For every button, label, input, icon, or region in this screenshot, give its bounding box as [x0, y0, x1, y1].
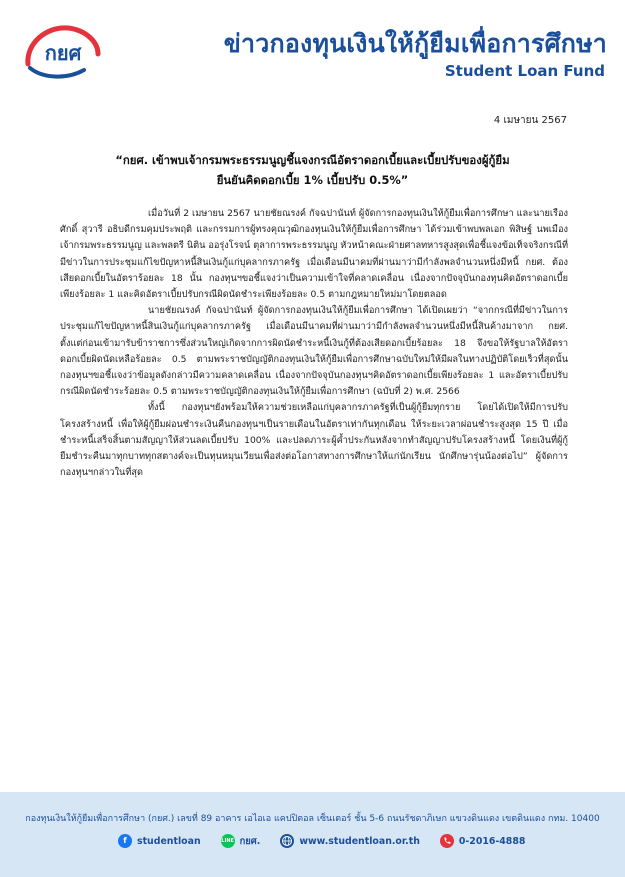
headline-line-2: ยืนยันคิดดอกเบี้ย 1% เบี้ยปรับ 0.5%”: [216, 173, 409, 187]
student-loan-fund-logo: [22, 20, 104, 80]
footer-address: กองทุนเงินให้กู้ยืมเพื่อการศึกษา (กยศ.) เลขที่ 89 อาคาร เอไอเอ แคปปิตอล เซ็นเตอร์ ชั้น 5-6 ถนนรัชดาภิเษก แขวงดินแดง เขตดินแดง กทม. 10400: [25, 814, 600, 824]
phone-icon: [440, 834, 454, 848]
news-headline: [60, 150, 565, 190]
footer-contacts: [118, 832, 525, 850]
footer: [0, 792, 625, 877]
website-contact[interactable]: [280, 834, 420, 848]
paragraph-1: เมื่อวันที่ 2 เมษายน 2567 นายชัยณรงค์ กัจฉปานันท์ ผู้จัดการกองทุนเงินให้กู้ยืมเพื่อการศึกษา และนายเรืองศักดิ์ สุวารี อธิบดีกรมคุมประพฤติ และกรรมการผู้ทรงคุณวุฒิกองทุนเงินให้กู้ยืมเพื่อการศึกษา ได้ร่วมเข้าพบพลเอก พิสิษฐ์ นพเมือง เจ้ากรมพระธรรมนูญ และพลตรี นิติน ออรุ่งโรจน์ ตุลาการพระธรรมนูญ หัวหน้าคณะฝ่ายศาลทหารสูงสุดเพื่อชี้แจงข้อเท็จจริงกรณีที่มีข่าวในการประชุมแก้ไขปัญหาหนี้สินเงินกู้แก่บุคลากรภาครัฐ เมื่อเดือนมีนาคมที่ผ่านมาว่ามีกำลังพลจำนวนหนึ่งมีหนี้ กยศ. ต้องเสียดอกเบี้ยในอัตราร้อยละ 18 นั้น กองทุนฯขอชี้แจงว่าเป็นความเข้าใจที่คลาดเคลื่อน เนื่องจากปัจจุบันกองทุนคิดอัตราดอกเบี้ยเพียงร้อยละ 1 และคิดอัตราเบี้ยปรับกรณีผิดนัดชำระเพียงร้อยละ 0.5 ตามกฎหมายใหม่มาโดยตลอด: [60, 208, 568, 301]
line-handle: กยศ.: [239, 835, 261, 847]
phone-number: 0-2016-4888: [458, 835, 526, 847]
page-title-english: Student Loan Fund: [444, 62, 605, 80]
facebook-contact[interactable]: [118, 834, 201, 848]
line-contact[interactable]: [221, 834, 261, 849]
phone-contact[interactable]: [440, 834, 526, 848]
news-date: 4 เมษายน 2567: [493, 115, 567, 126]
line-icon: LINE: [221, 834, 235, 848]
website-link: www.studentloan.or.th: [299, 835, 420, 847]
paragraph-3: ทั้งนี้ กองทุนฯยังพร้อมให้ความช่วยเหลือแก่บุคลากรภาครัฐที่เป็นผู้กู้ยืมทุกราย โดยได้เปิดให้มีการปรับโครงสร้างหนี้ เพื่อให้ผู้กู้ยืมผ่อนชำระเงินคืนกองทุนฯเป็นรายเดือนในอัตราเท่ากันทุกเดือน ให้ระยะเวลาผ่อนชำระสูงสุด 15 ปี เมื่อชำระหนี้เสร็จสิ้นตามสัญญาให้ส่วนลดเบี้ยปรับ 100% และปลดภาระผู้ค้ำประกันหลังจากทำสัญญาปรับโครงสร้างหนี้ โดยเงินที่ผู้กู้ยืมชำระคืนมาทุกบาททุกสตางค์จะเป็นทุนหมุนเวียนเพื่อส่งต่อโอกาสทางการศึกษาให้แก่นักเรียน นักศึกษารุ่นน้องต่อไป” ผู้จัดการกองทุนฯกล่าวในที่สุด: [60, 402, 568, 479]
letterhead: [0, 0, 625, 100]
globe-icon: [280, 834, 294, 848]
paragraph-2: นายชัยณรงค์ กัจฉปานันท์ ผู้จัดการกองทุนเงินให้กู้ยืมเพื่อการศึกษา ได้เปิดเผยว่า “จากกรณีที่มีข่าวในการประชุมแก้ไขปัญหาหนี้สินเงินกู้แก่บุคลากรภาครัฐ เมื่อเดือนมีนาคมที่ผ่านมาว่ามีกำลังพลจำนวนหนึ่งมีหนี้สินค้างมาจาก กยศ. ตั้งแต่ก่อนเข้ามารับข้าราชการซึ่งส่วนใหญ่เกิดจากการผิดนัดชำระหนี้เงินกู้ที่ต้องเสียดอกเบี้ยร้อยละ 18 จึงขอให้รัฐบาลให้อัตราดอกเบี้ยผิดนัดเหลือร้อยละ 0.5 ตามพระราชบัญญัติกองทุนเงินให้กู้ยืมเพื่อการศึกษาฉบับใหม่ให้มีผลในทางปฏิบัติโดยเร็วที่สุดนั้น กองทุนฯขอชี้แจงว่าข้อมูลดังกล่าวมีความคลาดเคลื่อน เนื่องจากปัจจุบันกองทุนฯคิดอัตราดอกเบี้ยเพียงร้อยละ 1 และอัตราเบี้ยปรับกรณีผิดนัดชำระร้อยละ 0.5 ตามพระราชบัญญัติกองทุนเงินให้กู้ยืมเพื่อการศึกษา (ฉบับที่ 2) พ.ศ. 2566: [60, 305, 568, 398]
page-title-thai: ข่าวกองทุนเงินให้กู้ยืมเพื่อการศึกษา: [223, 29, 607, 58]
facebook-icon: f: [118, 834, 132, 848]
facebook-handle: studentloan: [137, 835, 201, 847]
headline-line-1: “กยศ. เข้าพบเจ้ากรมพระธรรมนูญชี้แจงกรณีอัตราดอกเบี้ยและเบี้ยปรับของผู้กู้ยืม: [115, 153, 510, 167]
svg-text:กยศ: กยศ: [44, 41, 82, 65]
news-body: [60, 206, 568, 481]
